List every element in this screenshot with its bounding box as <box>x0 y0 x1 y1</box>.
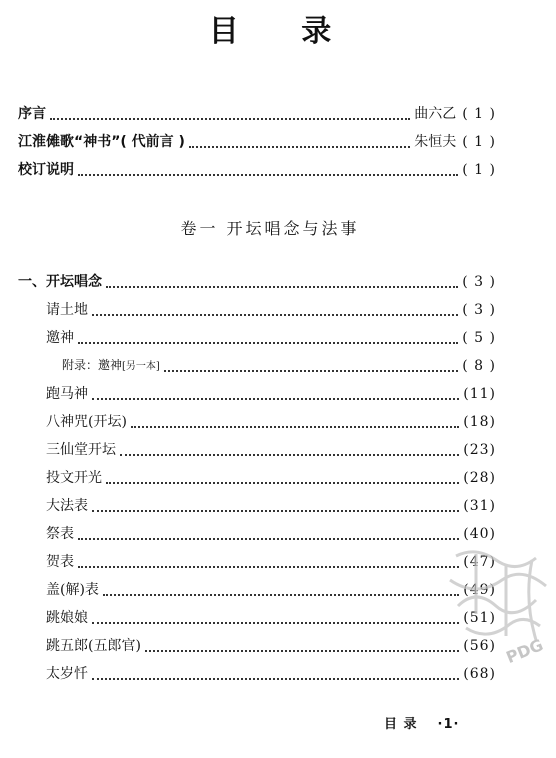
toc-row-entry[interactable] <box>46 494 496 518</box>
toc-row-entry[interactable] <box>46 466 496 490</box>
dot-leader <box>78 341 458 344</box>
section-heading: 卷一 开坛唱念与法事 <box>180 219 360 238</box>
dot-leader <box>50 117 410 120</box>
toc-label: 三仙堂开坛 <box>46 442 116 458</box>
dot-leader <box>78 537 459 540</box>
toc-row-chapter-1[interactable] <box>18 270 496 294</box>
appendix-bracket-note: [另一本] <box>122 361 160 372</box>
page-title: 目 录 <box>208 14 358 49</box>
dot-leader <box>103 593 459 596</box>
dot-leader <box>78 173 458 176</box>
toc-label <box>62 353 160 379</box>
dot-leader <box>120 453 459 456</box>
toc-row-entry[interactable] <box>46 410 496 434</box>
footer-page-number: ·1· <box>437 717 460 732</box>
toc-page-number: ( 1 ) <box>462 134 496 150</box>
toc-author: 曲六乙 <box>414 106 457 122</box>
toc-label: 跳五郎(五郎官) <box>46 638 141 654</box>
toc-label: 校订说明 <box>18 162 74 178</box>
toc-page-number: (49) <box>463 582 496 598</box>
toc-row-entry[interactable] <box>46 382 496 406</box>
toc-row-preface[interactable] <box>18 102 496 126</box>
toc-page-number: (23) <box>463 442 496 458</box>
toc-row-entry[interactable] <box>46 326 496 350</box>
dot-leader <box>131 425 459 428</box>
toc-row-entry[interactable] <box>46 606 496 630</box>
toc-label: 跳娘娘 <box>46 610 88 626</box>
dot-leader <box>92 621 459 624</box>
toc-row-entry[interactable] <box>46 550 496 574</box>
toc-label: 江淮傩歌“神书”( 代前言 ) <box>18 134 185 150</box>
toc-page-number: (51) <box>463 610 496 626</box>
footer-label: 目 录 <box>384 717 418 732</box>
toc-page-number: (31) <box>463 498 496 514</box>
toc-page-number: ( 3 ) <box>462 302 496 318</box>
toc-row-entry[interactable] <box>46 298 496 322</box>
dot-leader <box>106 481 459 484</box>
toc-page-number: ( 5 ) <box>462 330 496 346</box>
toc-row-entry[interactable] <box>46 578 496 602</box>
dot-leader <box>189 145 410 148</box>
toc-page-number: ( 1 ) <box>462 162 496 178</box>
toc-row-entry[interactable] <box>46 662 496 686</box>
toc-label: 祭表 <box>46 526 74 542</box>
dot-leader <box>164 369 458 372</box>
toc-author: 朱恒夫 <box>414 134 457 150</box>
toc-label: 贺表 <box>46 554 74 570</box>
toc-label: 请土地 <box>46 302 88 318</box>
toc-label: 八神咒(开坛) <box>46 414 127 430</box>
toc-page-number: ( 3 ) <box>462 274 496 290</box>
toc-row-entry[interactable] <box>46 634 496 658</box>
toc-page-number: (56) <box>463 638 496 654</box>
page-footer <box>384 713 459 732</box>
dot-leader <box>92 677 459 680</box>
toc-label: 投文开光 <box>46 470 102 486</box>
toc-page-number: (68) <box>463 666 496 682</box>
toc-label: 邀神 <box>46 330 74 346</box>
toc-label: 一、开坛唱念 <box>18 274 102 290</box>
toc-page-number: (47) <box>463 554 496 570</box>
toc-row-editorial-notes[interactable] <box>18 158 496 182</box>
toc-label: 跑马神 <box>46 386 88 402</box>
dot-leader <box>78 565 459 568</box>
watermark-text: PDG <box>503 635 546 668</box>
toc-label: 大法表 <box>46 498 88 514</box>
toc-page-number: (18) <box>463 414 496 430</box>
toc-page-number: ( 8 ) <box>462 358 496 374</box>
toc-page-number: (40) <box>463 526 496 542</box>
toc-label: 序言 <box>18 106 46 122</box>
dot-leader <box>92 313 458 316</box>
toc-label: 盖(解)表 <box>46 582 99 598</box>
dot-leader <box>92 509 459 512</box>
toc-label: 太岁忏 <box>46 666 88 682</box>
dot-leader <box>145 649 459 652</box>
toc-row-appendix[interactable] <box>62 354 496 378</box>
appendix-label: 附录：邀神 <box>62 358 123 372</box>
toc-row-foreword[interactable] <box>18 130 496 154</box>
toc-page-number: (28) <box>463 470 496 486</box>
toc-page-number: (11) <box>463 386 496 402</box>
dot-leader <box>106 285 458 288</box>
dot-leader <box>92 397 459 400</box>
toc-row-entry[interactable] <box>46 522 496 546</box>
toc-row-entry[interactable] <box>46 438 496 462</box>
toc-page-number: ( 1 ) <box>462 106 496 122</box>
